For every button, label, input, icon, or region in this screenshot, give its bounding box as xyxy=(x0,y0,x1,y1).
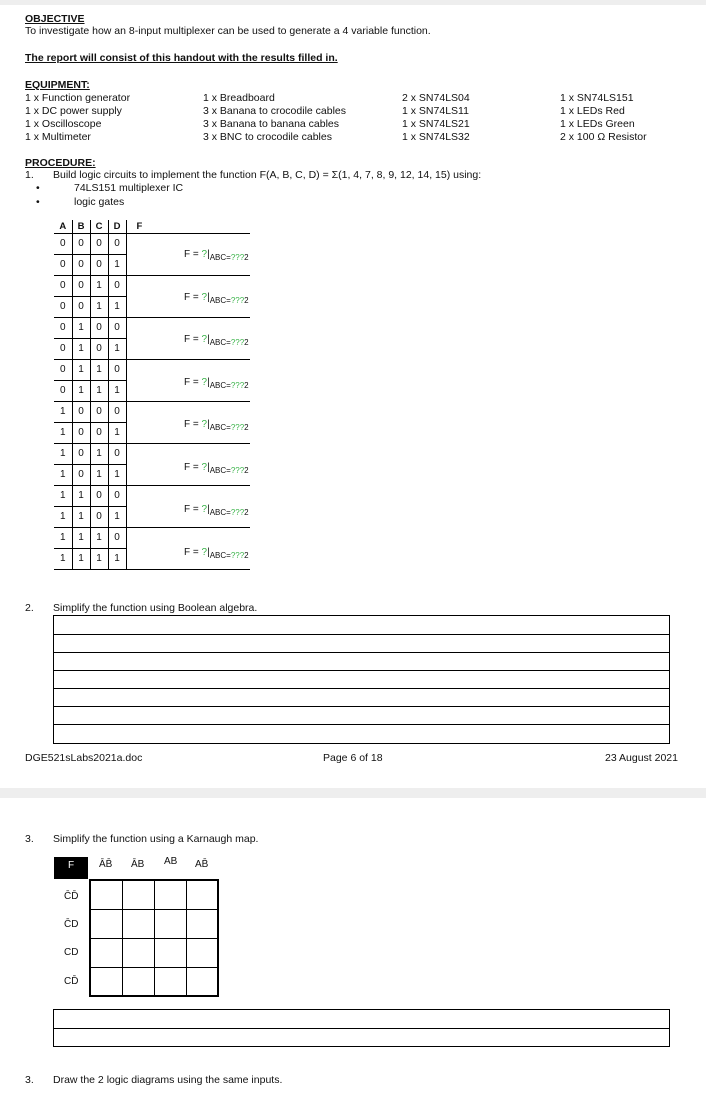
f-sub-placeholder: ??? xyxy=(230,465,245,475)
table-cell: 1 xyxy=(90,548,108,569)
f-sub-placeholder: ??? xyxy=(230,338,245,347)
table-cell: 0 xyxy=(108,401,126,422)
table-cell: 0 xyxy=(90,338,108,359)
kmap-cell[interactable] xyxy=(154,938,186,967)
table-cell: 0 xyxy=(90,401,108,422)
f-sub-prefix: ABC= xyxy=(209,338,231,347)
f-sub-base: 2 xyxy=(244,380,249,390)
table-cell: 1 xyxy=(54,464,72,485)
equipment-item: 1 x Multimeter xyxy=(25,131,91,143)
f-sub-base: 2 xyxy=(244,253,249,262)
table-row xyxy=(54,527,250,548)
f-sub-base: 2 xyxy=(244,465,249,475)
f-label: F = xyxy=(184,504,202,515)
table-cell: 1 xyxy=(72,338,90,359)
equipment-item: 2 x SN74LS04 xyxy=(402,92,470,104)
table-cell: 1 xyxy=(72,359,90,380)
table-cell: 1 xyxy=(72,527,90,548)
f-cell[interactable] xyxy=(126,485,250,506)
col-header-d: D xyxy=(108,220,126,233)
table-cell: 0 xyxy=(54,233,72,254)
table-cell: 0 xyxy=(90,506,108,527)
equipment-item: 1 x Breadboard xyxy=(203,92,275,104)
page-top-band xyxy=(0,0,706,5)
f-bar: | xyxy=(207,376,210,388)
equipment-column-4 xyxy=(560,92,647,144)
procedure-heading: PROCEDURE: xyxy=(25,157,96,169)
f-sub-prefix: ABC= xyxy=(209,508,231,517)
table-cell: 0 xyxy=(72,464,90,485)
table-cell: 0 xyxy=(72,401,90,422)
f-expression xyxy=(184,292,249,303)
f-expression xyxy=(184,249,249,260)
table-cell: 1 xyxy=(108,548,126,569)
table-cell: 1 xyxy=(90,275,108,296)
table-cell: 0 xyxy=(108,485,126,506)
f-expression xyxy=(184,547,249,558)
f-value-placeholder: ? xyxy=(201,504,208,515)
table-cell: 0 xyxy=(108,443,126,464)
equipment-heading: EQUIPMENT: xyxy=(25,79,90,91)
f-sub-prefix: ABC= xyxy=(209,380,231,390)
step3b-text: Draw the 2 logic diagrams using the same inputs. xyxy=(53,1074,283,1086)
kmap-row-header: CD xyxy=(64,947,79,958)
f-sub-placeholder: ??? xyxy=(230,508,245,517)
table-cell: 0 xyxy=(72,233,90,254)
step3b-number: 3. xyxy=(25,1074,34,1086)
table-cell: 0 xyxy=(54,317,72,338)
col-header-c: C xyxy=(90,220,108,233)
table-cell: 0 xyxy=(54,338,72,359)
f-expression xyxy=(184,334,249,345)
f-sub-base: 2 xyxy=(244,295,249,305)
table-cell: 1 xyxy=(54,422,72,443)
table-cell: 1 xyxy=(54,527,72,548)
step1-number: 1. xyxy=(25,169,34,181)
table-cell: 0 xyxy=(54,275,72,296)
col-header-b: B xyxy=(72,220,90,233)
f-sub-placeholder: ??? xyxy=(230,380,245,390)
f-subscript xyxy=(210,423,249,432)
equipment-item: 1 x SN74LS11 xyxy=(402,105,469,117)
table-cell: 1 xyxy=(54,485,72,506)
col-header-f: F xyxy=(126,220,250,233)
f-label: F = xyxy=(184,461,202,473)
step1-bullet-mux: • 74LS151 multiplexer IC xyxy=(74,182,183,194)
table-cell: 1 xyxy=(72,380,90,401)
f-value-placeholder: ? xyxy=(201,334,208,345)
boolean-answer-box[interactable] xyxy=(53,615,670,744)
f-sub-prefix: ABC= xyxy=(209,550,231,560)
footer-file: DGE521sLabs2021a.doc xyxy=(25,752,143,764)
kmap-cell[interactable] xyxy=(122,880,154,909)
equipment-item: 3 x Banana to banana cables xyxy=(203,118,340,130)
table-cell: 1 xyxy=(90,380,108,401)
kmap-row-header: CD̄ xyxy=(64,976,79,987)
kmap-cell[interactable] xyxy=(186,909,218,938)
f-subscript xyxy=(210,253,249,262)
f-cell[interactable] xyxy=(126,527,250,548)
kmap-cell[interactable] xyxy=(186,880,218,909)
f-sub-prefix: ABC= xyxy=(209,465,231,475)
table-cell: 0 xyxy=(72,443,90,464)
kmap-cell[interactable] xyxy=(154,880,186,909)
truth-table xyxy=(54,220,250,570)
table-cell: 0 xyxy=(90,485,108,506)
f-sub-base: 2 xyxy=(244,338,249,347)
table-cell: 1 xyxy=(90,443,108,464)
kmap-cell[interactable] xyxy=(154,909,186,938)
table-cell: 0 xyxy=(90,317,108,338)
table-cell: 0 xyxy=(72,422,90,443)
kmap-cell[interactable] xyxy=(90,880,122,909)
table-cell: 1 xyxy=(54,401,72,422)
f-subscript xyxy=(210,466,249,475)
f-value-placeholder: ? xyxy=(201,291,208,303)
f-expression xyxy=(184,419,249,430)
table-cell: 0 xyxy=(90,254,108,275)
kmap-col-header: ĀB̄ xyxy=(99,859,113,870)
table-cell: 0 xyxy=(90,233,108,254)
step2-text: Simplify the function using Boolean algebra. xyxy=(53,602,258,614)
equipment-item: 1 x LEDs Green xyxy=(560,118,635,130)
table-cell: 0 xyxy=(108,275,126,296)
footer-page: Page 6 of 18 xyxy=(323,752,383,764)
table-cell: 1 xyxy=(108,254,126,275)
table-cell: 0 xyxy=(72,254,90,275)
table-cell: 1 xyxy=(54,443,72,464)
report-note: The report will consist of this handout with the results filled in. xyxy=(25,52,338,64)
truth-table-body xyxy=(54,233,250,569)
f-sub-placeholder: ??? xyxy=(230,550,245,560)
kmap-cell[interactable] xyxy=(122,938,154,967)
table-cell: 1 xyxy=(72,485,90,506)
kmap-cell[interactable] xyxy=(90,967,122,996)
table-cell: 1 xyxy=(54,506,72,527)
kmap-cell[interactable] xyxy=(122,909,154,938)
table-cell: 1 xyxy=(108,380,126,401)
footer-date: 23 August 2021 xyxy=(605,752,678,764)
f-sub-prefix: ABC= xyxy=(209,423,231,432)
table-row xyxy=(54,485,250,506)
f-expression xyxy=(184,377,249,388)
objective-text: To investigate how an 8-input multiplexer can be used to generate a 4 variable function. xyxy=(25,25,431,37)
table-cell: 0 xyxy=(108,359,126,380)
f-sub-base: 2 xyxy=(244,423,249,432)
step3-text: Simplify the function using a Karnaugh map. xyxy=(53,833,259,845)
kmap-cell[interactable] xyxy=(186,967,218,996)
f-expression xyxy=(184,504,249,515)
equipment-item: 3 x Banana to crocodile cables xyxy=(203,105,347,117)
table-cell: 1 xyxy=(72,548,90,569)
kmap-cell[interactable] xyxy=(186,938,218,967)
kmap-cell[interactable] xyxy=(90,909,122,938)
f-sub-placeholder: ??? xyxy=(230,423,245,432)
equipment-item: 3 x BNC to crocodile cables xyxy=(203,131,332,143)
table-cell: 1 xyxy=(108,296,126,317)
table-cell: 0 xyxy=(72,296,90,317)
f-label: F = xyxy=(184,249,202,260)
f-value-placeholder: ? xyxy=(201,419,208,430)
f-sub-placeholder: ??? xyxy=(230,295,245,305)
table-cell: 0 xyxy=(90,422,108,443)
table-cell: 0 xyxy=(108,317,126,338)
table-cell: 0 xyxy=(54,359,72,380)
table-cell: 1 xyxy=(90,527,108,548)
f-subscript xyxy=(210,338,249,347)
table-cell: 1 xyxy=(72,506,90,527)
f-sub-prefix: ABC= xyxy=(209,295,231,305)
f-value-placeholder: ? xyxy=(201,546,208,558)
equipment-item: 1 x LEDs Red xyxy=(560,105,625,117)
f-bar: | xyxy=(207,291,210,303)
table-cell: 0 xyxy=(54,380,72,401)
kmap-col-header: ĀB xyxy=(131,859,145,870)
col-header-a: A xyxy=(54,220,72,233)
f-label: F = xyxy=(184,376,202,388)
step1-bullet-gates: • logic gates xyxy=(74,196,124,208)
f-label: F = xyxy=(184,334,202,345)
f-label: F = xyxy=(184,291,202,303)
table-cell: 1 xyxy=(108,338,126,359)
table-cell: 0 xyxy=(54,296,72,317)
f-bar: | xyxy=(207,504,210,515)
f-bar: | xyxy=(207,546,210,558)
kmap-corner: F xyxy=(54,857,88,879)
table-cell: 1 xyxy=(90,464,108,485)
kmap-answer-box[interactable] xyxy=(53,1009,670,1047)
equipment-item: 1 x Function generator xyxy=(25,92,131,104)
equipment-item: 1 x SN74LS21 xyxy=(402,118,470,130)
f-bar: | xyxy=(207,334,210,345)
equipment-column-2 xyxy=(203,92,346,144)
f-value-placeholder: ? xyxy=(201,249,208,260)
f-sub-base: 2 xyxy=(244,508,249,517)
kmap-cell[interactable] xyxy=(122,967,154,996)
equipment-item: 2 x 100 Ω Resistor xyxy=(560,131,647,143)
page-break xyxy=(0,788,706,798)
equipment-item: 1 x DC power supply xyxy=(25,105,122,117)
f-value-placeholder: ? xyxy=(201,376,208,388)
table-cell: 0 xyxy=(72,275,90,296)
step1-text: Build logic circuits to implement the function F(A, B, C, D) = Σ(1, 4, 7, 8, 9, 12, 14, 15) using: xyxy=(53,169,482,181)
table-cell: 1 xyxy=(108,422,126,443)
f-subscript xyxy=(210,508,249,517)
table-cell: 1 xyxy=(90,359,108,380)
equipment-column-1 xyxy=(25,92,130,144)
kmap-cell[interactable] xyxy=(90,938,122,967)
equipment-item: 1 x Oscilloscope xyxy=(25,118,102,130)
f-sub-placeholder: ??? xyxy=(230,253,245,262)
f-sub-base: 2 xyxy=(244,550,249,560)
table-cell: 0 xyxy=(108,527,126,548)
f-subscript xyxy=(210,381,249,390)
step3-number: 3. xyxy=(25,833,34,845)
table-cell: 1 xyxy=(108,506,126,527)
f-label: F = xyxy=(184,419,202,430)
kmap-col-header: AB̄ xyxy=(195,859,209,870)
objective-heading: OBJECTIVE xyxy=(25,13,85,25)
table-cell: 0 xyxy=(108,233,126,254)
table-cell: 1 xyxy=(90,296,108,317)
f-bar: | xyxy=(207,461,210,473)
table-cell: 0 xyxy=(54,254,72,275)
f-bar: | xyxy=(207,249,210,260)
kmap-grid xyxy=(89,879,219,997)
table-cell: 1 xyxy=(54,548,72,569)
kmap-cell[interactable] xyxy=(154,967,186,996)
equipment-column-3 xyxy=(402,92,470,144)
table-cell: 1 xyxy=(108,464,126,485)
f-label: F = xyxy=(184,546,202,558)
step2-number: 2. xyxy=(25,602,34,614)
kmap-row-header: C̄D xyxy=(64,919,79,930)
kmap-col-header: AB xyxy=(164,856,178,867)
kmap-row-header: C̄D̄ xyxy=(64,891,79,902)
f-subscript xyxy=(210,296,249,305)
equipment-item: 1 x SN74LS32 xyxy=(402,131,470,143)
f-sub-prefix: ABC= xyxy=(209,253,231,262)
f-value-placeholder: ? xyxy=(201,461,208,473)
table-cell: 1 xyxy=(72,317,90,338)
f-expression xyxy=(184,462,249,473)
equipment-item: 1 x SN74LS151 xyxy=(560,92,634,104)
f-subscript xyxy=(210,551,249,560)
f-bar: | xyxy=(207,419,210,430)
